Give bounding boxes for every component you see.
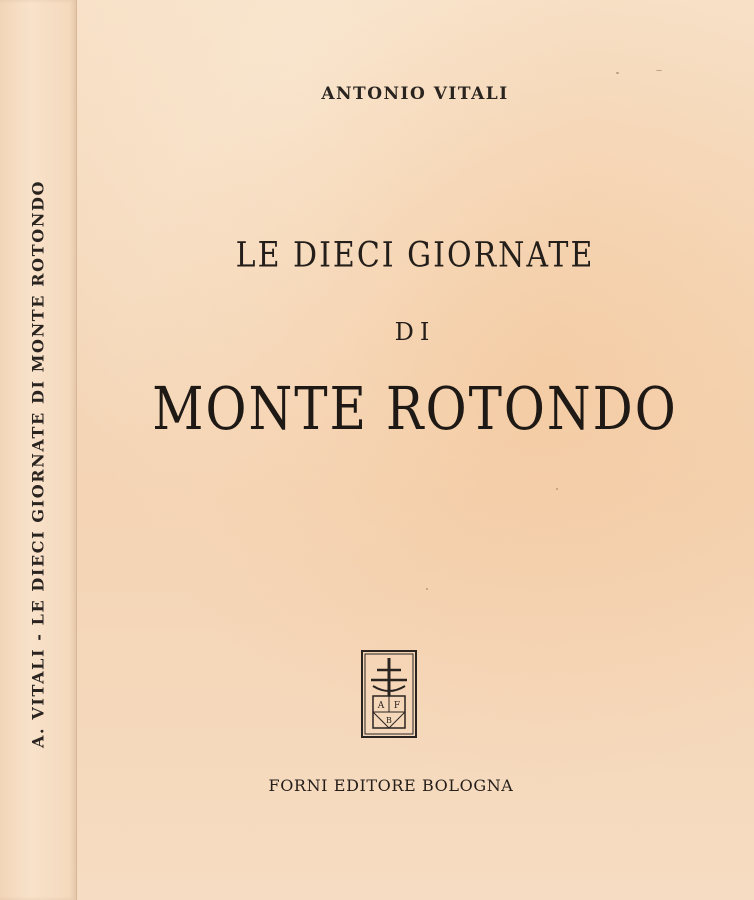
logo-letter-b: B xyxy=(386,716,392,725)
logo-letter-f: F xyxy=(393,701,401,711)
publisher-name: FORNI EDITORE BOLOGNA xyxy=(268,776,514,795)
paper-speck xyxy=(616,72,619,74)
book-spine xyxy=(0,0,77,900)
spine-title: A. VITALI - LE DIECI GIORNATE DI MONTE ROTONDO xyxy=(28,180,48,748)
title-line-1: LE DIECI GIORNATE xyxy=(235,235,595,276)
title-line-2: DI xyxy=(394,318,436,346)
paper-speck xyxy=(556,488,558,490)
front-cover xyxy=(76,0,754,900)
title-line-3: MONTE ROTONDO xyxy=(152,374,678,444)
logo-letter-a: A xyxy=(377,701,385,711)
paper-speck xyxy=(656,70,662,71)
paper-speck xyxy=(426,588,428,590)
publisher-logo-icon xyxy=(361,650,417,738)
author-name: ANTONIO VITALI xyxy=(321,84,509,104)
